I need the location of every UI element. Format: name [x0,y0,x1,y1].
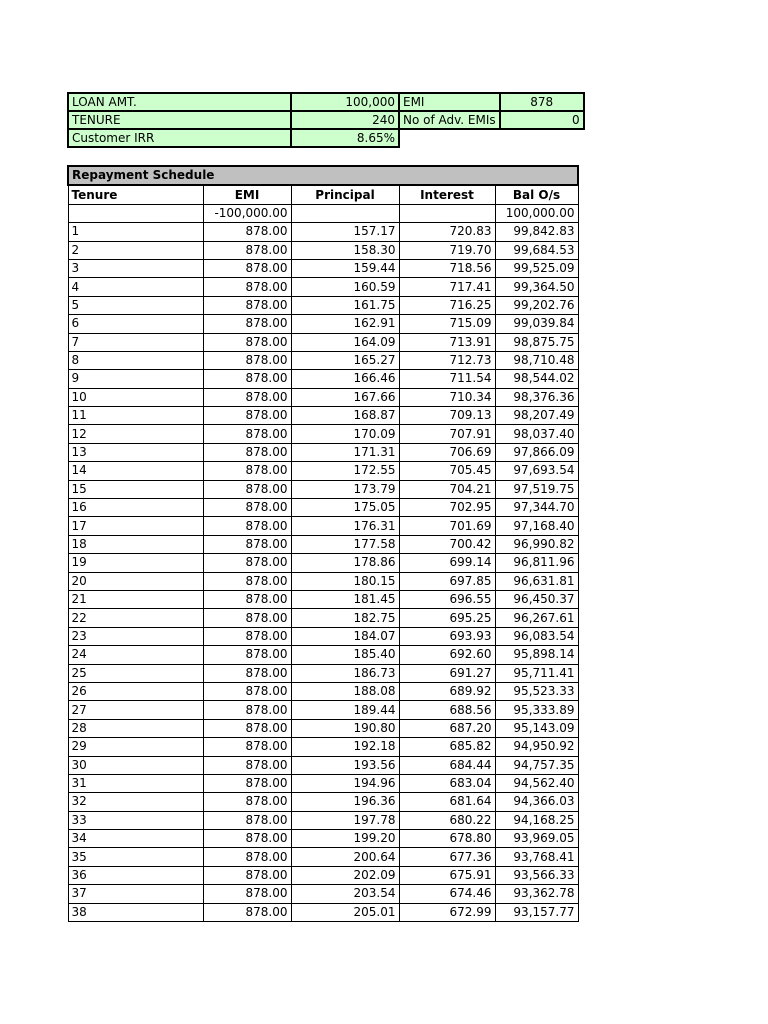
emi-cell[interactable]: 878.00 [203,554,291,572]
emi-cell[interactable]: 878.00 [203,259,291,277]
balance-cell[interactable]: 99,684.53 [495,241,578,259]
emi-cell[interactable]: 878.00 [203,609,291,627]
principal-cell[interactable]: 162.91 [291,315,399,333]
tenure-cell[interactable]: 30 [68,756,203,774]
balance-cell[interactable]: 98,544.02 [495,370,578,388]
principal-cell[interactable]: 190.80 [291,719,399,737]
interest-cell[interactable]: 713.91 [399,333,495,351]
interest-cell[interactable]: 688.56 [399,701,495,719]
emi-cell[interactable]: 878.00 [203,241,291,259]
interest-cell[interactable]: 675.91 [399,866,495,884]
tenure-cell[interactable]: 27 [68,701,203,719]
loan-amt-label: LOAN AMT. [68,93,291,111]
balance-cell[interactable]: 98,037.40 [495,425,578,443]
tenure-cell[interactable]: 34 [68,830,203,848]
emi-label: EMI [399,93,500,111]
tenure-cell[interactable]: 11 [68,407,203,425]
table-row [68,278,578,296]
tenure-label: TENURE [68,111,291,129]
emi-cell[interactable]: 878.00 [203,388,291,406]
tenure-cell[interactable]: 19 [68,554,203,572]
tenure-cell[interactable]: 4 [68,278,203,296]
tenure-cell[interactable]: 6 [68,315,203,333]
interest-cell[interactable]: 702.95 [399,499,495,517]
emi-cell[interactable]: 878.00 [203,903,291,921]
balance-cell[interactable]: 98,207.49 [495,407,578,425]
emi-cell[interactable]: 878.00 [203,756,291,774]
tenure-cell[interactable]: 37 [68,885,203,903]
interest-cell[interactable]: 697.85 [399,572,495,590]
balance-cell[interactable]: 99,202.76 [495,296,578,314]
interest-cell[interactable]: 687.20 [399,719,495,737]
emi-cell[interactable]: 878.00 [203,848,291,866]
table-row [68,774,578,792]
principal-cell[interactable]: 194.96 [291,774,399,792]
table-row [68,590,578,608]
tenure-cell[interactable]: 24 [68,646,203,664]
emi-cell[interactable]: 878.00 [203,517,291,535]
balance-cell[interactable]: 98,875.75 [495,333,578,351]
emi-cell[interactable]: 878.00 [203,830,291,848]
loan-amt-value[interactable]: 100,000 [291,93,399,111]
principal-cell[interactable]: 165.27 [291,351,399,369]
balance-cell[interactable]: 99,842.83 [495,223,578,241]
balance-cell[interactable]: 95,898.14 [495,646,578,664]
emi-cell[interactable]: 878.00 [203,719,291,737]
interest-cell[interactable]: 695.25 [399,609,495,627]
tenure-cell[interactable]: 15 [68,480,203,498]
interest-cell[interactable]: 691.27 [399,664,495,682]
principal-cell[interactable]: 203.54 [291,885,399,903]
balance-cell[interactable]: 94,366.03 [495,793,578,811]
principal-cell[interactable]: 175.05 [291,499,399,517]
tenure-cell[interactable]: 21 [68,590,203,608]
balance-cell[interactable]: 97,693.54 [495,462,578,480]
principal-cell[interactable]: 182.75 [291,609,399,627]
balance-cell[interactable]: 95,333.89 [495,701,578,719]
interest-cell[interactable]: 674.46 [399,885,495,903]
balance-cell[interactable]: 98,376.36 [495,388,578,406]
tenure-cell[interactable]: 25 [68,664,203,682]
principal-cell[interactable]: 173.79 [291,480,399,498]
balance-cell[interactable]: 93,362.78 [495,885,578,903]
table-row [68,407,578,425]
table-row [68,848,578,866]
principal-cell[interactable]: 184.07 [291,627,399,645]
table-row [68,296,578,314]
interest-cell[interactable]: 678.80 [399,830,495,848]
principal-cell[interactable]: 189.44 [291,701,399,719]
balance-cell[interactable]: 97,866.09 [495,443,578,461]
emi-cell[interactable]: 878.00 [203,315,291,333]
balance-cell[interactable]: 96,267.61 [495,609,578,627]
emi-cell[interactable]: 878.00 [203,866,291,884]
repayment-schedule-table [67,165,579,922]
principal-cell[interactable]: 170.09 [291,425,399,443]
table-row [68,701,578,719]
tenure-cell[interactable]: 1 [68,223,203,241]
adv-emis-label: No of Adv. EMIs [399,111,500,129]
interest-cell[interactable]: 700.42 [399,535,495,553]
tenure-cell[interactable]: 22 [68,609,203,627]
balance-cell[interactable]: 94,950.92 [495,738,578,756]
emi-cell[interactable]: 878.00 [203,407,291,425]
balance-cell[interactable]: 93,157.77 [495,903,578,921]
emi-cell[interactable]: 878.00 [203,443,291,461]
tenure-cell[interactable]: 12 [68,425,203,443]
table-row [68,719,578,737]
table-row [68,903,578,921]
emi-cell[interactable]: 878.00 [203,351,291,369]
principal-cell[interactable]: 186.73 [291,664,399,682]
principal-cell[interactable]: 177.58 [291,535,399,553]
emi-cell[interactable]: 878.00 [203,738,291,756]
tenure-cell[interactable]: 31 [68,774,203,792]
principal-cell[interactable]: 205.01 [291,903,399,921]
irr-value[interactable]: 8.65% [291,129,399,147]
balance-cell[interactable]: 97,168.40 [495,517,578,535]
tenure-cell[interactable]: 38 [68,903,203,921]
principal-cell[interactable]: 196.36 [291,793,399,811]
blank-cell [399,129,500,147]
principal-cell[interactable]: 172.55 [291,462,399,480]
interest-cell[interactable]: 681.64 [399,793,495,811]
tenure-cell[interactable]: 14 [68,462,203,480]
principal-cell[interactable]: 193.56 [291,756,399,774]
interest-cell[interactable]: 711.54 [399,370,495,388]
interest-cell[interactable]: 716.25 [399,296,495,314]
table-row [68,830,578,848]
principal-cell[interactable]: 185.40 [291,646,399,664]
balance-cell[interactable]: 94,562.40 [495,774,578,792]
balance-cell[interactable]: 96,450.37 [495,590,578,608]
summary-row-loan-amt [68,93,584,111]
table-row [68,811,578,829]
emi-cell[interactable]: 878.00 [203,774,291,792]
table-row [68,204,578,222]
interest-cell[interactable]: 672.99 [399,903,495,921]
balance-cell[interactable]: 99,364.50 [495,278,578,296]
balance-cell[interactable]: 99,525.09 [495,259,578,277]
table-row [68,627,578,645]
interest-cell[interactable]: 709.13 [399,407,495,425]
tenure-cell[interactable]: 20 [68,572,203,590]
table-row [68,241,578,259]
emi-cell[interactable]: 878.00 [203,664,291,682]
emi-value[interactable]: 878 [500,93,584,111]
interest-cell[interactable]: 680.22 [399,811,495,829]
header-interest: Interest [399,185,495,204]
emi-cell[interactable]: 878.00 [203,811,291,829]
header-bal-os: Bal O/s [495,185,578,204]
tenure-cell[interactable]: 16 [68,499,203,517]
emi-cell[interactable]: 878.00 [203,499,291,517]
schedule-title: Repayment Schedule [68,166,578,185]
table-row [68,499,578,517]
adv-emis-value[interactable]: 0 [500,111,584,129]
tenure-cell[interactable]: 29 [68,738,203,756]
interest-cell[interactable]: 715.09 [399,315,495,333]
principal-cell[interactable]: 178.86 [291,554,399,572]
emi-cell[interactable]: 878.00 [203,480,291,498]
tenure-cell[interactable]: 9 [68,370,203,388]
emi-cell[interactable]: 878.00 [203,462,291,480]
table-row [68,554,578,572]
principal-cell[interactable]: 164.09 [291,333,399,351]
tenure-cell[interactable]: 26 [68,682,203,700]
interest-cell[interactable]: 699.14 [399,554,495,572]
balance-cell[interactable]: 95,143.09 [495,719,578,737]
emi-cell[interactable]: 878.00 [203,425,291,443]
table-row [68,370,578,388]
principal-cell[interactable] [291,204,399,222]
principal-cell[interactable]: 200.64 [291,848,399,866]
header-emi: EMI [203,185,291,204]
principal-cell[interactable]: 199.20 [291,830,399,848]
tenure-cell[interactable]: 28 [68,719,203,737]
table-row [68,517,578,535]
principal-cell[interactable]: 168.87 [291,407,399,425]
interest-cell[interactable]: 712.73 [399,351,495,369]
schedule-header-row [68,185,578,204]
table-row [68,885,578,903]
tenure-cell[interactable]: 8 [68,351,203,369]
balance-cell[interactable]: 96,631.81 [495,572,578,590]
interest-cell[interactable]: 705.45 [399,462,495,480]
table-row [68,333,578,351]
principal-cell[interactable]: 197.78 [291,811,399,829]
balance-cell[interactable]: 94,168.25 [495,811,578,829]
interest-cell[interactable]: 692.60 [399,646,495,664]
table-row [68,315,578,333]
tenure-cell[interactable]: 17 [68,517,203,535]
table-row [68,572,578,590]
interest-cell[interactable]: 684.44 [399,756,495,774]
tenure-cell[interactable]: 35 [68,848,203,866]
tenure-cell[interactable]: 32 [68,793,203,811]
emi-cell[interactable]: -100,000.00 [203,204,291,222]
emi-cell[interactable]: 878.00 [203,682,291,700]
table-row [68,793,578,811]
table-row [68,223,578,241]
tenure-cell[interactable]: 18 [68,535,203,553]
balance-cell[interactable]: 98,710.48 [495,351,578,369]
interest-cell[interactable]: 683.04 [399,774,495,792]
schedule-title-row [68,166,578,185]
balance-cell[interactable]: 96,811.96 [495,554,578,572]
interest-cell[interactable]: 706.69 [399,443,495,461]
tenure-cell[interactable]: 5 [68,296,203,314]
principal-cell[interactable]: 171.31 [291,443,399,461]
balance-cell[interactable]: 97,344.70 [495,499,578,517]
table-row [68,425,578,443]
interest-cell[interactable]: 677.36 [399,848,495,866]
tenure-value[interactable]: 240 [291,111,399,129]
tenure-cell[interactable]: 10 [68,388,203,406]
balance-cell[interactable]: 96,990.82 [495,535,578,553]
table-row [68,866,578,884]
principal-cell[interactable]: 166.46 [291,370,399,388]
principal-cell[interactable]: 159.44 [291,259,399,277]
tenure-cell[interactable] [68,204,203,222]
table-row [68,646,578,664]
tenure-cell[interactable]: 2 [68,241,203,259]
emi-cell[interactable]: 878.00 [203,793,291,811]
emi-cell[interactable]: 878.00 [203,627,291,645]
balance-cell[interactable]: 96,083.54 [495,627,578,645]
emi-cell[interactable]: 878.00 [203,572,291,590]
tenure-cell[interactable]: 7 [68,333,203,351]
emi-cell[interactable]: 878.00 [203,885,291,903]
emi-cell[interactable]: 878.00 [203,590,291,608]
emi-cell[interactable]: 878.00 [203,278,291,296]
interest-cell[interactable]: 685.82 [399,738,495,756]
principal-cell[interactable]: 202.09 [291,866,399,884]
loan-summary-table [67,92,585,148]
table-row [68,756,578,774]
principal-cell[interactable]: 176.31 [291,517,399,535]
balance-cell[interactable]: 100,000.00 [495,204,578,222]
tenure-cell[interactable]: 36 [68,866,203,884]
table-row [68,738,578,756]
emi-cell[interactable]: 878.00 [203,296,291,314]
balance-cell[interactable]: 95,523.33 [495,682,578,700]
emi-cell[interactable]: 878.00 [203,701,291,719]
interest-cell[interactable]: 707.91 [399,425,495,443]
interest-cell[interactable]: 704.21 [399,480,495,498]
balance-cell[interactable]: 97,519.75 [495,480,578,498]
principal-cell[interactable]: 161.75 [291,296,399,314]
principal-cell[interactable]: 192.18 [291,738,399,756]
table-row [68,664,578,682]
table-row [68,609,578,627]
interest-cell[interactable]: 696.55 [399,590,495,608]
tenure-cell[interactable]: 3 [68,259,203,277]
balance-cell[interactable]: 93,768.41 [495,848,578,866]
interest-cell[interactable]: 689.92 [399,682,495,700]
balance-cell[interactable]: 95,711.41 [495,664,578,682]
table-row [68,462,578,480]
table-row [68,535,578,553]
principal-cell[interactable]: 158.30 [291,241,399,259]
blank-cell [500,129,584,147]
table-row [68,443,578,461]
principal-cell[interactable]: 167.66 [291,388,399,406]
emi-cell[interactable]: 878.00 [203,223,291,241]
irr-label: Customer IRR [68,129,291,147]
balance-cell[interactable]: 93,969.05 [495,830,578,848]
interest-cell[interactable]: 693.93 [399,627,495,645]
tenure-cell[interactable]: 23 [68,627,203,645]
interest-cell[interactable]: 717.41 [399,278,495,296]
interest-cell[interactable] [399,204,495,222]
table-row [68,259,578,277]
table-row [68,351,578,369]
tenure-cell[interactable]: 13 [68,443,203,461]
interest-cell[interactable]: 718.56 [399,259,495,277]
emi-cell[interactable]: 878.00 [203,535,291,553]
interest-cell[interactable]: 720.83 [399,223,495,241]
table-row [68,480,578,498]
principal-cell[interactable]: 180.15 [291,572,399,590]
table-row [68,388,578,406]
table-row [68,682,578,700]
emi-cell[interactable]: 878.00 [203,370,291,388]
tenure-cell[interactable]: 33 [68,811,203,829]
interest-cell[interactable]: 719.70 [399,241,495,259]
header-tenure: Tenure [68,185,203,204]
emi-cell[interactable]: 878.00 [203,646,291,664]
balance-cell[interactable]: 94,757.35 [495,756,578,774]
interest-cell[interactable]: 710.34 [399,388,495,406]
summary-row-tenure [68,111,584,129]
header-principal: Principal [291,185,399,204]
principal-cell[interactable]: 160.59 [291,278,399,296]
schedule-body [68,204,578,921]
balance-cell[interactable]: 93,566.33 [495,866,578,884]
principal-cell[interactable]: 181.45 [291,590,399,608]
principal-cell[interactable]: 188.08 [291,682,399,700]
summary-row-irr [68,129,584,147]
interest-cell[interactable]: 701.69 [399,517,495,535]
principal-cell[interactable]: 157.17 [291,223,399,241]
balance-cell[interactable]: 99,039.84 [495,315,578,333]
emi-cell[interactable]: 878.00 [203,333,291,351]
